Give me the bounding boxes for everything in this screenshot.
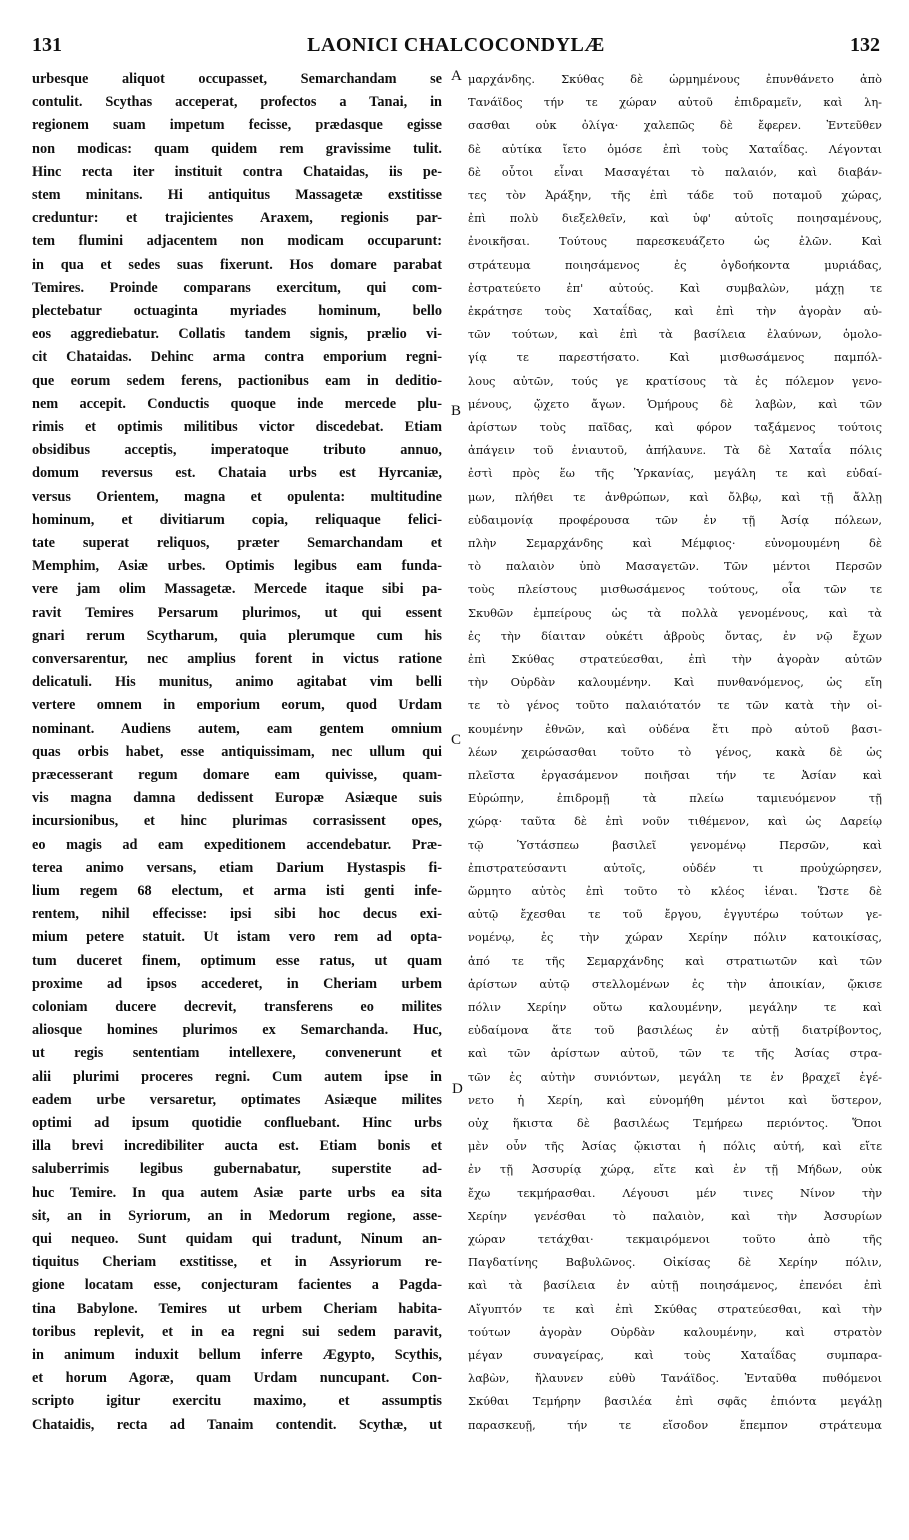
text-line: χώραν τετάχθαι· τεκμαιρόμενοι τοῦτο ἀπὸ τῆς [468,1232,882,1246]
text-line: creduntur: et trajicientes Araxem, regionis par- [32,210,442,227]
text-line: Χερίην γενέσθαι τὸ παλαιὸν, καὶ τὴν Ἀσσυρίων [468,1208,882,1223]
text-line: δὲ αὐτίκα ἴετο ὁμόσε ἐπὶ τοὺς Χαταΐδας. Λέγονται [468,141,882,156]
text-line: λέων χειρώσασθαι τοῦτο τὸ γένος, κακὰ δὲ ὡς [468,744,882,759]
margin-letter-b: B [451,403,462,419]
margin-letter-d: D [452,1081,463,1097]
text-line: μων, πλήθει τε ἀνθρώπων, καὶ ὄλβῳ, καὶ τῇ ἄλλῃ [468,489,882,504]
text-line: toribus replevit, et in ea regni sui sedem paravit, [32,1323,442,1340]
text-line: plectebatur octuaginta myriades hominum, bello [32,303,442,319]
text-line: delicatuli. His munitus, animo agitabat vim belli [32,674,442,691]
margin-letter-c: C [451,732,462,748]
text-line: tiquitus Cheriam exstitisse, et in Assyriorum re- [32,1254,442,1271]
text-line: stem minitans. Hi antiquitus Massagetæ exstitisse [32,187,442,203]
text-line: vertere omnem in emporium eorum, quod Urdam [32,697,442,714]
text-line: Σκύθαι Τεμήρην βασιλέα ἐπὶ σφᾶς ἐπιόντα μεγάλῃ [468,1394,882,1409]
text-line: domum reversus est. Chataia urbs est Hyrcaniæ, [32,465,442,482]
text-line: τες τὸν Ἀράξην, τῆς ἐπὶ τάδε τοῦ ποταμοῦ χώρας, [468,188,882,202]
running-header [32,34,880,64]
text-line: μέγαν συναγείρας, καὶ τοὺς Χαταΐδας συμπαρα- [468,1348,882,1362]
text-line: τε τὸ γένος τοῦτο παλαιότατόν τε τῶν κατὰ τὴν οἰ- [468,698,882,713]
text-line: νομένῳ, ἐς τὴν χώραν Χερίην πόλιν κατοικίσας, [468,930,882,945]
text-line: hominum, et divitiarum copia, reliquaque felici- [32,511,442,528]
text-line: στράτευμα ποιησάμενος ἐς ὀγδοήκοντα μυριάδας, [468,257,882,272]
text-line: eadem urbe versaretur, optimates Asiæque milites [32,1091,442,1108]
text-line: ἐκράτησε τοὺς Χαταΐδας, καὶ ἐπὶ τὴν ἀγορὰν αὐ- [468,304,882,318]
text-line: terea animo versans, etiam Darium Hystaspis fi- [32,859,442,876]
text-line: vis magna damna dedissent Europæ Asiæque suis [32,790,442,807]
text-line: μὲν οὖν τῆς Ἀσίας ᾤκισται ἡ πόλις αὐτή, καὶ εἴτε [468,1139,882,1154]
text-line: τῶν τούτων, καὶ ἐπὶ τὰ βασίλεια ἐλαύνων, ὁμολο- [468,327,882,342]
text-line: ut regis sententiam intellexere, convenerunt et [32,1045,442,1062]
text-line: obsidibus acceptis, imperatoque tributo annuo, [32,442,442,459]
text-line: τὴν Οὐρδὰν καλουμένην. Καὶ πυνθανόμενος, ὡς εἴη [468,675,882,690]
text-line: Παγδατίνης Βαβυλῶνος. Οἰκίσας δὲ Χερίην πόλιν, [468,1255,882,1270]
text-line: sit, an in Syriorum, an in Medorum regione, asse- [32,1207,442,1224]
running-title: LAONICI CHALCOCONDYLÆ [307,34,605,56]
text-line: ἔχω τεκμήρασθαι. Λέγουσι μέν τινες Νίνον τὴν [468,1185,882,1200]
text-line: ἐνοικῆσαι. Τούτους παρεσκευάζετο ὡς ἐλῶν. Καὶ [468,234,882,249]
text-line: Temires. Proinde comparans exercitum, qui com- [32,279,442,296]
text-line: ἀρίστων τοὺς παῖδας, καὶ φόρον ταξάμενος τούτοις [468,420,882,434]
text-line: regionem suam impetum fecisse, prædasque egisse [32,117,442,134]
text-line: καὶ τῶν ἀρίστων αὐτοῦ, τῶν τε τῆς Ἀσίας στρα- [468,1046,882,1061]
text-line: δὲ οὗτοι εἶναι Μασαγέται τὸ παλαιόν, καὶ διαβάν- [468,164,882,179]
text-line: μένους, ᾤχετο ἄγων. Ὁμήρους δὲ λαβὼν, καὶ τῶν [468,396,882,411]
text-line: incursionibus, et hinc plurimas corrasissent opes, [32,813,442,830]
text-line: εὐδαίμονα ἅτε τοῦ βασιλέως ἐν αὐτῇ διατρίβοντος, [468,1023,882,1038]
text-line: Αἴγυπτόν τε καὶ ἐπὶ Σκύθας στρατεύεσθαι, καὶ τὴν [468,1301,882,1316]
text-line: ἀρίστων αὐτῷ στελλομένων ἐς τὴν ἀποικίαν, ᾤκισε [468,976,882,991]
text-line: λαβὼν, ἤλαυνεν εὐθὺ Τανάϊδος. Ἐνταῦθα πυθόμενοι [468,1371,882,1386]
text-line: τὸ παλαιὸν ὑπὸ Μασαγετῶν. Τῶν μέντοι Περσῶν [468,559,882,574]
text-line: οὐχ ἥκιστα δὲ βασιλέως Τεμήρεω περιόντος. Ὅποι [468,1116,882,1130]
text-line: contulit. Scythas acceperat, profectos a Tanai, in [32,94,442,111]
text-line: alii plurimi proceres regni. Cum autem ipse in [32,1068,442,1085]
text-line: ἀπάγειν τοῦ ἐνιαυτοῦ, ἀπήλαυνε. Τὰ δὲ Χαταΐα πόλις [468,443,882,458]
text-line: huc Temire. In qua autem Asiæ parte urbs ea sita [32,1184,442,1201]
text-line: τούτων ἀγορὰν Οὐρδὰν καλουμένην, καὶ στρατὸν [468,1324,882,1339]
text-line: nem accepit. Conductis quoque inde mercede plu- [32,395,442,412]
text-line: τοὺς πλείστους μισθωσάμενος τούτους, οἷα τῶν τε [468,582,882,597]
text-line: χώρᾳ· ταῦτα δὲ ἐπὶ νοῦν τιθέμενον, καὶ ὡς Δαρείῳ [468,814,882,829]
page-number-left: 131 [32,34,62,56]
text-line: ἐς τὴν δίαιταν οὐκέτι ἁβροὺς ὄντας, ἐν νῷ ἔχων [468,628,882,643]
text-line: que eorum sedem ferens, pactionibus eam in deditio- [32,372,442,389]
text-line: rimis et optimis militibus victor discedebat. Etiam [32,419,442,435]
text-line: illa brevi incredibiliter aucta est. Etiam bonis et [32,1138,442,1155]
text-line: aliosque homines plurimos ex Semarchanda. Huc, [32,1022,442,1039]
text-line: urbesque aliquot occupasset, Semarchandam se [32,71,442,87]
text-line: αὐτῷ ἔχεσθαι τε τοῦ ἔργου, ἐγγυτέρω τούτων γε- [468,907,882,922]
text-line: παρασκευῇ, τήν τε εἴσοδον ἔπεμπον στράτευμα [468,1417,882,1432]
text-line: ἐν τῇ Ἀσσυρίᾳ χώρᾳ, εἴτε καὶ ἐν τῇ Μήδων, οὐκ [468,1162,882,1177]
text-line: versus Orientem, magna et opulenta: multitudine [32,488,442,505]
text-line: non modicas: quam quidem rem gravissime tulit. [32,140,442,157]
text-line: πόλιν Χερίην οὕτω καλουμένην, μεγάλην τε καὶ [468,1000,882,1014]
text-line: lium regem 68 electum, et arma isti genti infe- [32,883,442,899]
text-line: ἀπό τε τῆς Σεμαρχάνδης καὶ στρατιωτῶν καὶ τῶν [468,953,882,968]
page-number-right: 132 [850,34,880,56]
text-line: qui nequeo. Sunt quidam qui tradunt, Ninum an- [32,1231,442,1247]
text-line: σασθαι οὐκ ὀλίγα· χαλεπῶς δὲ ἔφερεν. Ἐντεῦθεν [468,118,882,133]
text-line: gnari rerum Scytharum, quia plerumque cum his [32,627,442,644]
text-line: tina Babylone. Temires ut urbem Cheriam habita- [32,1300,442,1317]
text-line: quas orbis habet, esse antiquissimam, nec ullum qui [32,743,442,760]
text-line: τῷ Ὑστάσπεω βασιλεῖ γενομένῳ Περσῶν, καὶ [468,837,882,852]
text-line: ἐπὶ πολὺ διεξελθεῖν, καὶ ὑφ' αὐτοῖς ποιησαμένους, [468,211,882,226]
text-line: cit Chataidas. Dehinc arma contra emporium regni- [32,349,442,366]
text-line: gione locatam esse, conjecturam facientes a Pagda- [32,1277,442,1294]
text-line: tate superat reliquos, præter Semarchandam et [32,535,442,551]
text-line: in qua et sedes suas fixerunt. Hos domare parabat [32,256,442,273]
text-line: tum duceret finem, optimum esse ratus, ut quam [32,952,442,969]
text-line: ἐπὶ Σκύθας στρατεύεσθαι, ἐπὶ τὴν ἀγορὰν αὐτῶν [468,652,882,666]
text-line: γίᾳ τε παρεστήσατο. Καὶ μισθωσάμενος παμπόλ- [468,350,882,365]
text-line: eo magis ad eam expeditionem accendebatur. Præ- [32,836,442,853]
text-line: conversarentur, nec amplius forent in victus ratione [32,651,442,667]
text-line: νετο ἡ Χερίη, καὶ εὐνομήθη μέντοι καὶ ὕστερον, [468,1092,882,1107]
text-line: Hinc recta iter instituit contra Chataidas, iis pe- [32,163,442,180]
text-line: optimi ad ipsum quotidie confluebant. Hinc urbs [32,1115,442,1131]
text-line: Σκυθῶν ἐμπείρους ὡς τὰ πολλὰ γενομένους, καὶ τὰ [468,605,882,620]
text-line: rentem, nihil effecisse: ipsi sibi hoc decus exi- [32,906,442,923]
latin-column [32,68,442,1437]
margin-letter-a: A [451,68,462,84]
text-line: πλεῖστα ἐργασάμενον ποιῆσαι τήν τε Ἀσίαν καὶ [468,768,882,782]
text-line: mium petere statuit. Ut istam vero rem ad opta- [32,929,442,946]
text-line: ἐπιστρατεύσαντι αὐτοῖς, οὐδέν τι προὐχώρησεν, [468,860,882,875]
text-line: εὐδαιμονίᾳ προφέρουσα τῶν ἐν τῇ Ἀσίᾳ πόλεων, [468,512,882,527]
text-line: eos aggrediebatur. Collatis tandem signis, prælio vi- [32,326,442,343]
text-line: Memphim, Asiæ urbes. Optimis legibus eam funda- [32,558,442,575]
greek-column [468,68,882,1437]
text-line: saluberrimis legibus gubernabatur, superstite ad- [32,1161,442,1178]
text-line: coloniam ducere decrevit, transferens eo milites [32,999,442,1015]
text-line: ravit Temires Persarum plurimos, ut qui essent [32,604,442,621]
text-line: nominant. Audiens autem, eam gentem omnium [32,720,442,737]
text-line: præcesserant regum domare eam quivisse, quam- [32,767,442,783]
text-line: proxime ad ipsos accederet, in Cheriam urbem [32,975,442,992]
text-line: Εὐρώπην, ἐπιδρομῇ τὰ πλείω ταμιευόμενον τῇ [468,791,882,806]
text-line: in animum induxit bellum inferre Ægypto, Scythis, [32,1347,442,1363]
text-line: ἐστρατεύετο ἐπ' αὐτούς. Καὶ συμβαλὼν, μάχῃ τε [468,280,882,295]
text-line: et horum Agoræ, quam Urdam nuncupant. Con- [32,1370,442,1387]
text-line: scripto igitur exercitu maximo, et assumptis [32,1393,442,1410]
text-line: ὥρμητο αὐτὸς ἐπὶ τοῦτο τὸ κλέος ἰέναι. Ὥστε δὲ [468,884,882,898]
text-line: καὶ τὰ βασίλεια ἐν αὐτῇ ποιησάμενος, ἐπενόει ἐπὶ [468,1278,882,1293]
text-line: κουμένην ἐθνῶν, καὶ οὐδένα ἔτι πρὸ αὐτοῦ βασι- [468,721,882,736]
text-line: vere jam olim Massagetæ. Mercede itaque sibi pa- [32,581,442,598]
text-line: μαρχάνδης. Σκύθας δὲ ὡρμημένους ἐπυνθάνετο ἀπὸ [468,72,882,86]
text-line: Τανάϊδος τήν τε χώραν αὐτοῦ ἐπιδραμεῖν, καὶ λη- [468,95,882,110]
text-line: tem flumini adjacentem non modicam occuparunt: [32,233,442,250]
text-line: τῶν ἐς αὐτὴν συνιόντων, μεγάλη τε ἐν βραχεῖ ἐγέ- [468,1069,882,1084]
text-line: λους αὐτῶν, τούς γε κρατίσους τὰ ἐς πόλεμον γενο- [468,373,882,388]
text-line: πλὴν Σεμαρχάνδης καὶ Μέμφιος· εὐνομουμένη δὲ [468,536,882,550]
text-line: ἐστὶ πρὸς ἕω τῆς Ὑρκανίας, μεγάλη τε καὶ εὐδαί- [468,466,882,481]
text-line: Chataidis, recta ad Tanaim contendit. Scythæ, ut [32,1416,442,1433]
